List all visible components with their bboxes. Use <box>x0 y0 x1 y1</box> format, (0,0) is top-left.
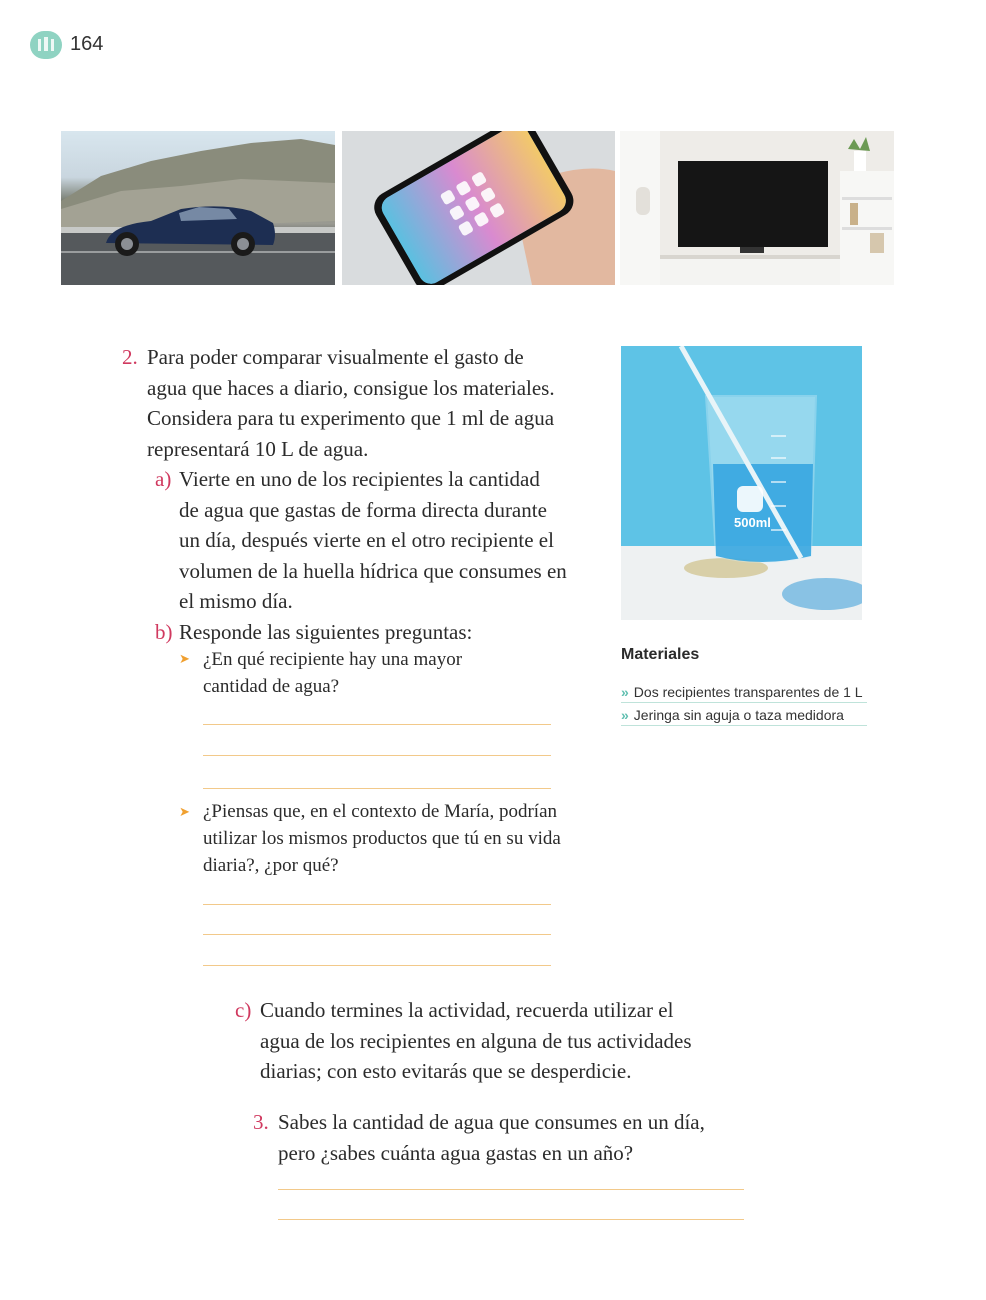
activity-3-line: Sabes la cantidad de agua que consumes en un día, <box>278 1110 705 1134</box>
item-a-text <box>179 464 599 617</box>
item-c-line: diarias; con esto evitarás que se desperdicie. <box>260 1059 632 1083</box>
bullet-arrow-icon: ➤ <box>179 652 190 667</box>
activity-2-number: 2. <box>122 345 138 369</box>
smartphone-photo <box>342 131 615 285</box>
item-b-text: Responde las siguientes preguntas: <box>179 620 473 644</box>
item-a-line: de agua que gastas de forma directa durante <box>179 497 547 522</box>
double-chevron-icon: » <box>621 684 629 700</box>
answer-line[interactable] <box>203 788 551 789</box>
item-a-line: el mismo día. <box>179 589 293 613</box>
question-2-line: ¿Piensas que, en el contexto de María, podrían <box>203 801 558 822</box>
answer-line[interactable] <box>203 934 551 935</box>
page-number: 164 <box>70 33 104 55</box>
question-2-line: utilizar los mismos productos que tú en su vida <box>203 828 561 849</box>
activity-3-line: pero ¿sabes cuánta agua gastas en un año? <box>278 1140 634 1165</box>
answer-line[interactable] <box>278 1219 744 1220</box>
intro-line: agua que haces a diario, consigue los materiales. <box>147 375 555 400</box>
item-a-line: Vierte en uno de los recipientes la cantidad <box>179 467 540 491</box>
intro-line: Para poder comparar visualmente el gasto de <box>147 345 524 369</box>
question-1-line: cantidad de agua? <box>203 676 340 697</box>
item-a-line: volumen de la huella hídrica que consumes en <box>179 558 567 583</box>
item-b-marker: b) <box>155 620 173 644</box>
item-c-line: Cuando termines la actividad, recuerda utilizar el <box>260 998 674 1022</box>
item-c-marker: c) <box>235 998 252 1022</box>
beaker-photo <box>621 346 862 620</box>
tv-room-photo <box>620 131 894 285</box>
materials-item-label: Dos recipientes transparentes de 1 L <box>633 684 863 700</box>
answer-line[interactable] <box>203 755 551 756</box>
activity-3-text <box>278 1107 748 1168</box>
answer-line[interactable] <box>203 904 551 905</box>
question-1 <box>203 646 583 700</box>
bullet-arrow-icon: ➤ <box>179 805 190 820</box>
activity-2-intro <box>147 342 597 464</box>
answer-line[interactable] <box>203 965 551 966</box>
materials-title: Materiales <box>621 646 700 663</box>
item-c-text <box>260 995 730 1087</box>
intro-line: representará 10 L de agua. <box>147 436 369 461</box>
question-2-line: diaria?, ¿por qué? <box>203 855 339 876</box>
materials-item <box>621 705 867 726</box>
activity-3-number: 3. <box>253 1110 269 1134</box>
double-chevron-icon: » <box>621 707 629 723</box>
item-a-line: un día, después vierte en el otro recipiente el <box>179 528 554 552</box>
materials-item <box>621 682 867 703</box>
item-a-marker: a) <box>155 467 172 491</box>
answer-line[interactable] <box>203 724 551 725</box>
question-2 <box>203 798 603 879</box>
materials-item-label: Jeringa sin aguja o taza medidora <box>633 707 844 723</box>
item-c-line: agua de los recipientes en alguna de tus actividades <box>260 1028 692 1053</box>
beaker-label: 500ml <box>734 515 771 530</box>
page-badge-icon <box>30 31 62 59</box>
car-photo <box>61 131 335 285</box>
intro-line: Considera para tu experimento que 1 ml de agua <box>147 406 555 430</box>
question-1-line: ¿En qué recipiente hay una mayor <box>203 649 463 670</box>
answer-line[interactable] <box>278 1189 744 1190</box>
